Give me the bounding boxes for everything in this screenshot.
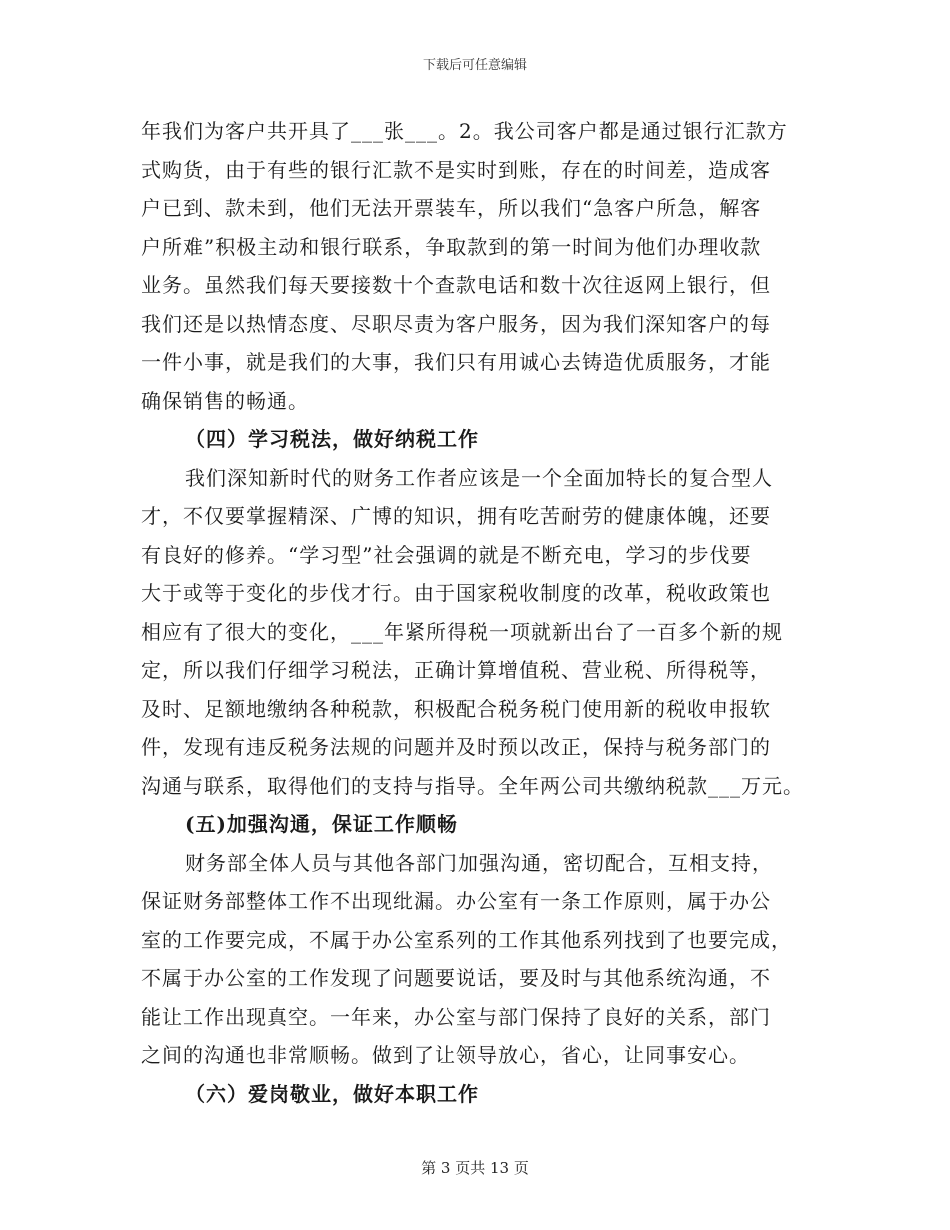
- page-footer: 第 3 页共 13 页: [421, 1159, 529, 1177]
- page-header: 下载后可任意编辑: [422, 58, 527, 73]
- paragraph-line: 财务部全体人员与其他各部门加强沟通，密切配合，互相支持，: [185, 850, 773, 875]
- paragraph-line: 才，不仅要掌握精深、广博的知识，拥有吃苦耐劳的健康体魄，还要: [141, 504, 771, 528]
- paragraph-line: 我们深知新时代的财务工作者应该是一个全面加特长的复合型人: [185, 465, 773, 490]
- paragraph-line: 之间的沟通也非常顺畅。做到了让领导放心，省心，让同事安心。: [141, 1043, 750, 1067]
- paragraph-line: 我们还是以热情态度、尽职尽责为客户服务，因为我们深知客户的每: [141, 311, 771, 336]
- paragraph-line: 户已到、款未到，他们无法开票装车，所以我们“急客户所急，解客: [141, 196, 762, 220]
- section-heading: （四）学习税法，做好纳税工作: [185, 427, 479, 451]
- paragraph-line: 确保销售的畅通。: [141, 388, 309, 413]
- paragraph-line: 不属于办公室的工作发现了问题要说话，要及时与其他系统沟通，不: [141, 966, 771, 990]
- paragraph-line: 有良好的修养。“学习型”社会强调的就是不断充电，学习的步伐要: [141, 542, 752, 567]
- paragraph-line: 一件小事，就是我们的大事，我们只有用诚心去铸造优质服务，才能: [141, 350, 771, 374]
- paragraph-line: 保证财务部整体工作不出现纰漏。办公室有一条工作原则，属于办公: [141, 889, 771, 913]
- paragraph-line: 户所难”积极主动和银行联系，争取款到的第一时间为他们办理收款: [141, 234, 762, 259]
- paragraph-line: 定，所以我们仔细学习税法，正确计算增值税、营业税、所得税等，: [141, 658, 771, 682]
- paragraph-line: 大于或等于变化的步伐才行。由于国家税收制度的改革，税收政策也: [141, 581, 771, 605]
- document-body: [141, 112, 831, 1113]
- paragraph-line: 沟通与联系，取得他们的支持与指导。全年两公司共缴纳税款___万元。: [141, 773, 804, 798]
- paragraph-line: 相应有了很大的变化，___年紧所得税一项就新出台了一百多个新的规: [141, 619, 783, 644]
- paragraph-line: 年我们为客户共开具了___张___。2。我公司客户都是通过银行汇款方: [141, 119, 788, 143]
- paragraph-line: 业务。虽然我们每天要接数十个查款电话和数十次往返网上银行，但: [141, 273, 771, 297]
- paragraph-line: 能让工作出现真空。一年来，办公室与部门保持了良好的关系，部门: [141, 1004, 771, 1029]
- paragraph-line: 件，发现有违反税务法规的问题并及时预以改正，保持与税务部门的: [141, 735, 771, 759]
- paragraph-line: 室的工作要完成，不属于办公室系列的工作其他系列找到了也要完成，: [141, 927, 792, 952]
- paragraph-line: 及时、足额地缴纳各种税款，积极配合税务税门使用新的税收申报软: [141, 696, 771, 721]
- section-heading: (五)加强沟通，保证工作顺畅: [185, 812, 458, 836]
- section-heading: （六）爱岗敬业，做好本职工作: [185, 1081, 479, 1106]
- paragraph-line: 式购货，由于有些的银行汇款不是实时到账，存在的时间差，造成客: [141, 157, 771, 182]
